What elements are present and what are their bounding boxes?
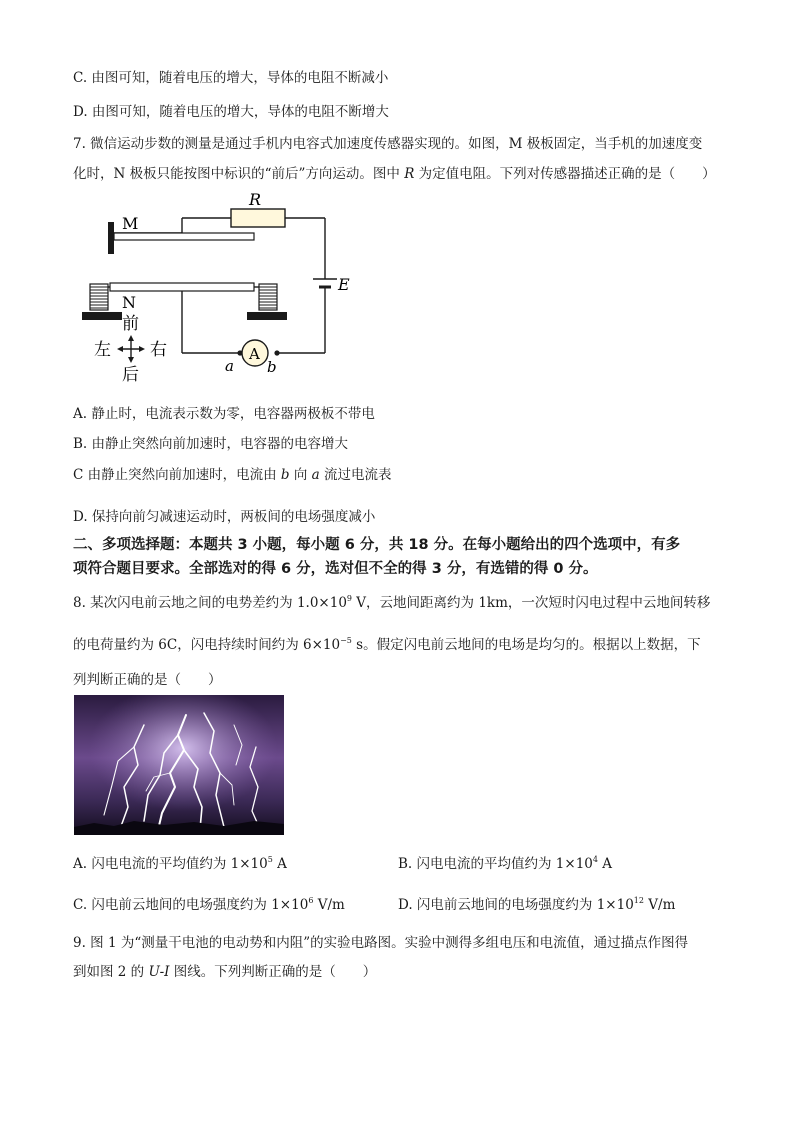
q8-stem-line-3: 列判断正确的是（ ）: [73, 672, 222, 688]
dir-front: 前: [122, 314, 139, 334]
dir-left: 左: [94, 340, 111, 360]
q7-option-b: B. 由静止突然向前加速时，电容器的电容增大: [73, 436, 349, 452]
n-plate: [110, 283, 254, 291]
label-terminal-a: a: [225, 357, 234, 375]
q8-option-c: C. 闪电前云地间的电场强度约为 $1\times 10^6$ V/m: [73, 896, 345, 913]
resistor-symbol: R: [404, 166, 415, 182]
q8-stem-line-2: 的电荷量约为 6C，闪电持续时间约为 $6\times 10^{-5}$ s。假定闪电前云地间的电场是均匀的。根据以上数据，下: [73, 636, 701, 653]
dir-right: 右: [150, 340, 167, 360]
direction-cross-arrow-icon: [117, 335, 145, 363]
q9-stem-line-2: 到如图 2 的 U-I 图线。下列判断正确的是（ ）: [73, 964, 377, 980]
q7-option-d: D. 保持向前匀减速运动时，两板间的电场强度减小: [73, 509, 376, 525]
label-n: N: [122, 293, 136, 312]
q6-option-c: C. 由图可知，随着电压的增大，导体的电阻不断减小: [73, 70, 389, 86]
lightning-photo: [74, 695, 284, 835]
q8-option-a: A. 闪电电流的平均值约为 $1\times 10^5$ A: [73, 855, 287, 872]
label-r: R: [249, 190, 262, 209]
dir-back: 后: [122, 365, 139, 385]
section-2-heading-line-2: 项符合题目要求。全部选对的得 6 分，选对但不全的得 3 分，有选错的得 0 分。: [73, 561, 598, 577]
m-plate-mount: [108, 222, 114, 254]
right-base: [247, 312, 287, 320]
q9-stem-line-1: 9. 图 1 为“测量干电池的电动势和内阻”的实验电路图。实验中测得多组电压和电流值，通过描点作图得: [73, 935, 689, 951]
label-terminal-b: b: [267, 358, 277, 376]
q8-stem-line-1: 8. 某次闪电前云地之间的电势差约为 $1.0\times 10^9$ V，云地间距离约为 1km，一次短时闪电过程中云地间转移: [73, 594, 711, 611]
q8-option-b: B. 闪电电流的平均值约为 $1\times 10^4$ A: [398, 855, 613, 872]
q7-stem-line-2: 化时，N 极板只能按图中标识的“前后”方向运动。图中 R 为定值电阻。下列对传感器描述正确的是（ ）: [73, 166, 716, 182]
q7-option-a: A. 静止时，电流表示数为零，电容器两极板不带电: [73, 406, 375, 422]
q8-option-d: D. 闪电前云地间的电场强度约为 $1\times 10^{12}$ V/m: [398, 896, 676, 913]
q6-option-d: D. 由图可知，随着电压的增大，导体的电阻不断增大: [73, 104, 389, 120]
capacitor-sensor-circuit-diagram: [60, 186, 360, 386]
label-ammeter-a: A: [249, 345, 260, 363]
left-spring: [90, 284, 108, 310]
q7-stem-line-1: 7. 微信运动步数的测量是通过手机内电容式加速度传感器实现的。如图，M 极板固定，当手机的加速度变: [73, 136, 703, 152]
resistor-r: [231, 209, 285, 227]
label-e: E: [338, 275, 350, 294]
right-spring: [259, 284, 277, 310]
label-m: M: [122, 214, 139, 233]
m-plate: [114, 233, 254, 240]
left-base: [82, 312, 122, 320]
section-2-heading-line-1: 二、多项选择题：本题共 3 小题，每小题 6 分，共 18 分。在每小题给出的四个选项中，有多: [73, 537, 681, 553]
q7-option-c: C 由静止突然向前加速时，电流由 b 向 a 流过电流表: [73, 467, 392, 483]
